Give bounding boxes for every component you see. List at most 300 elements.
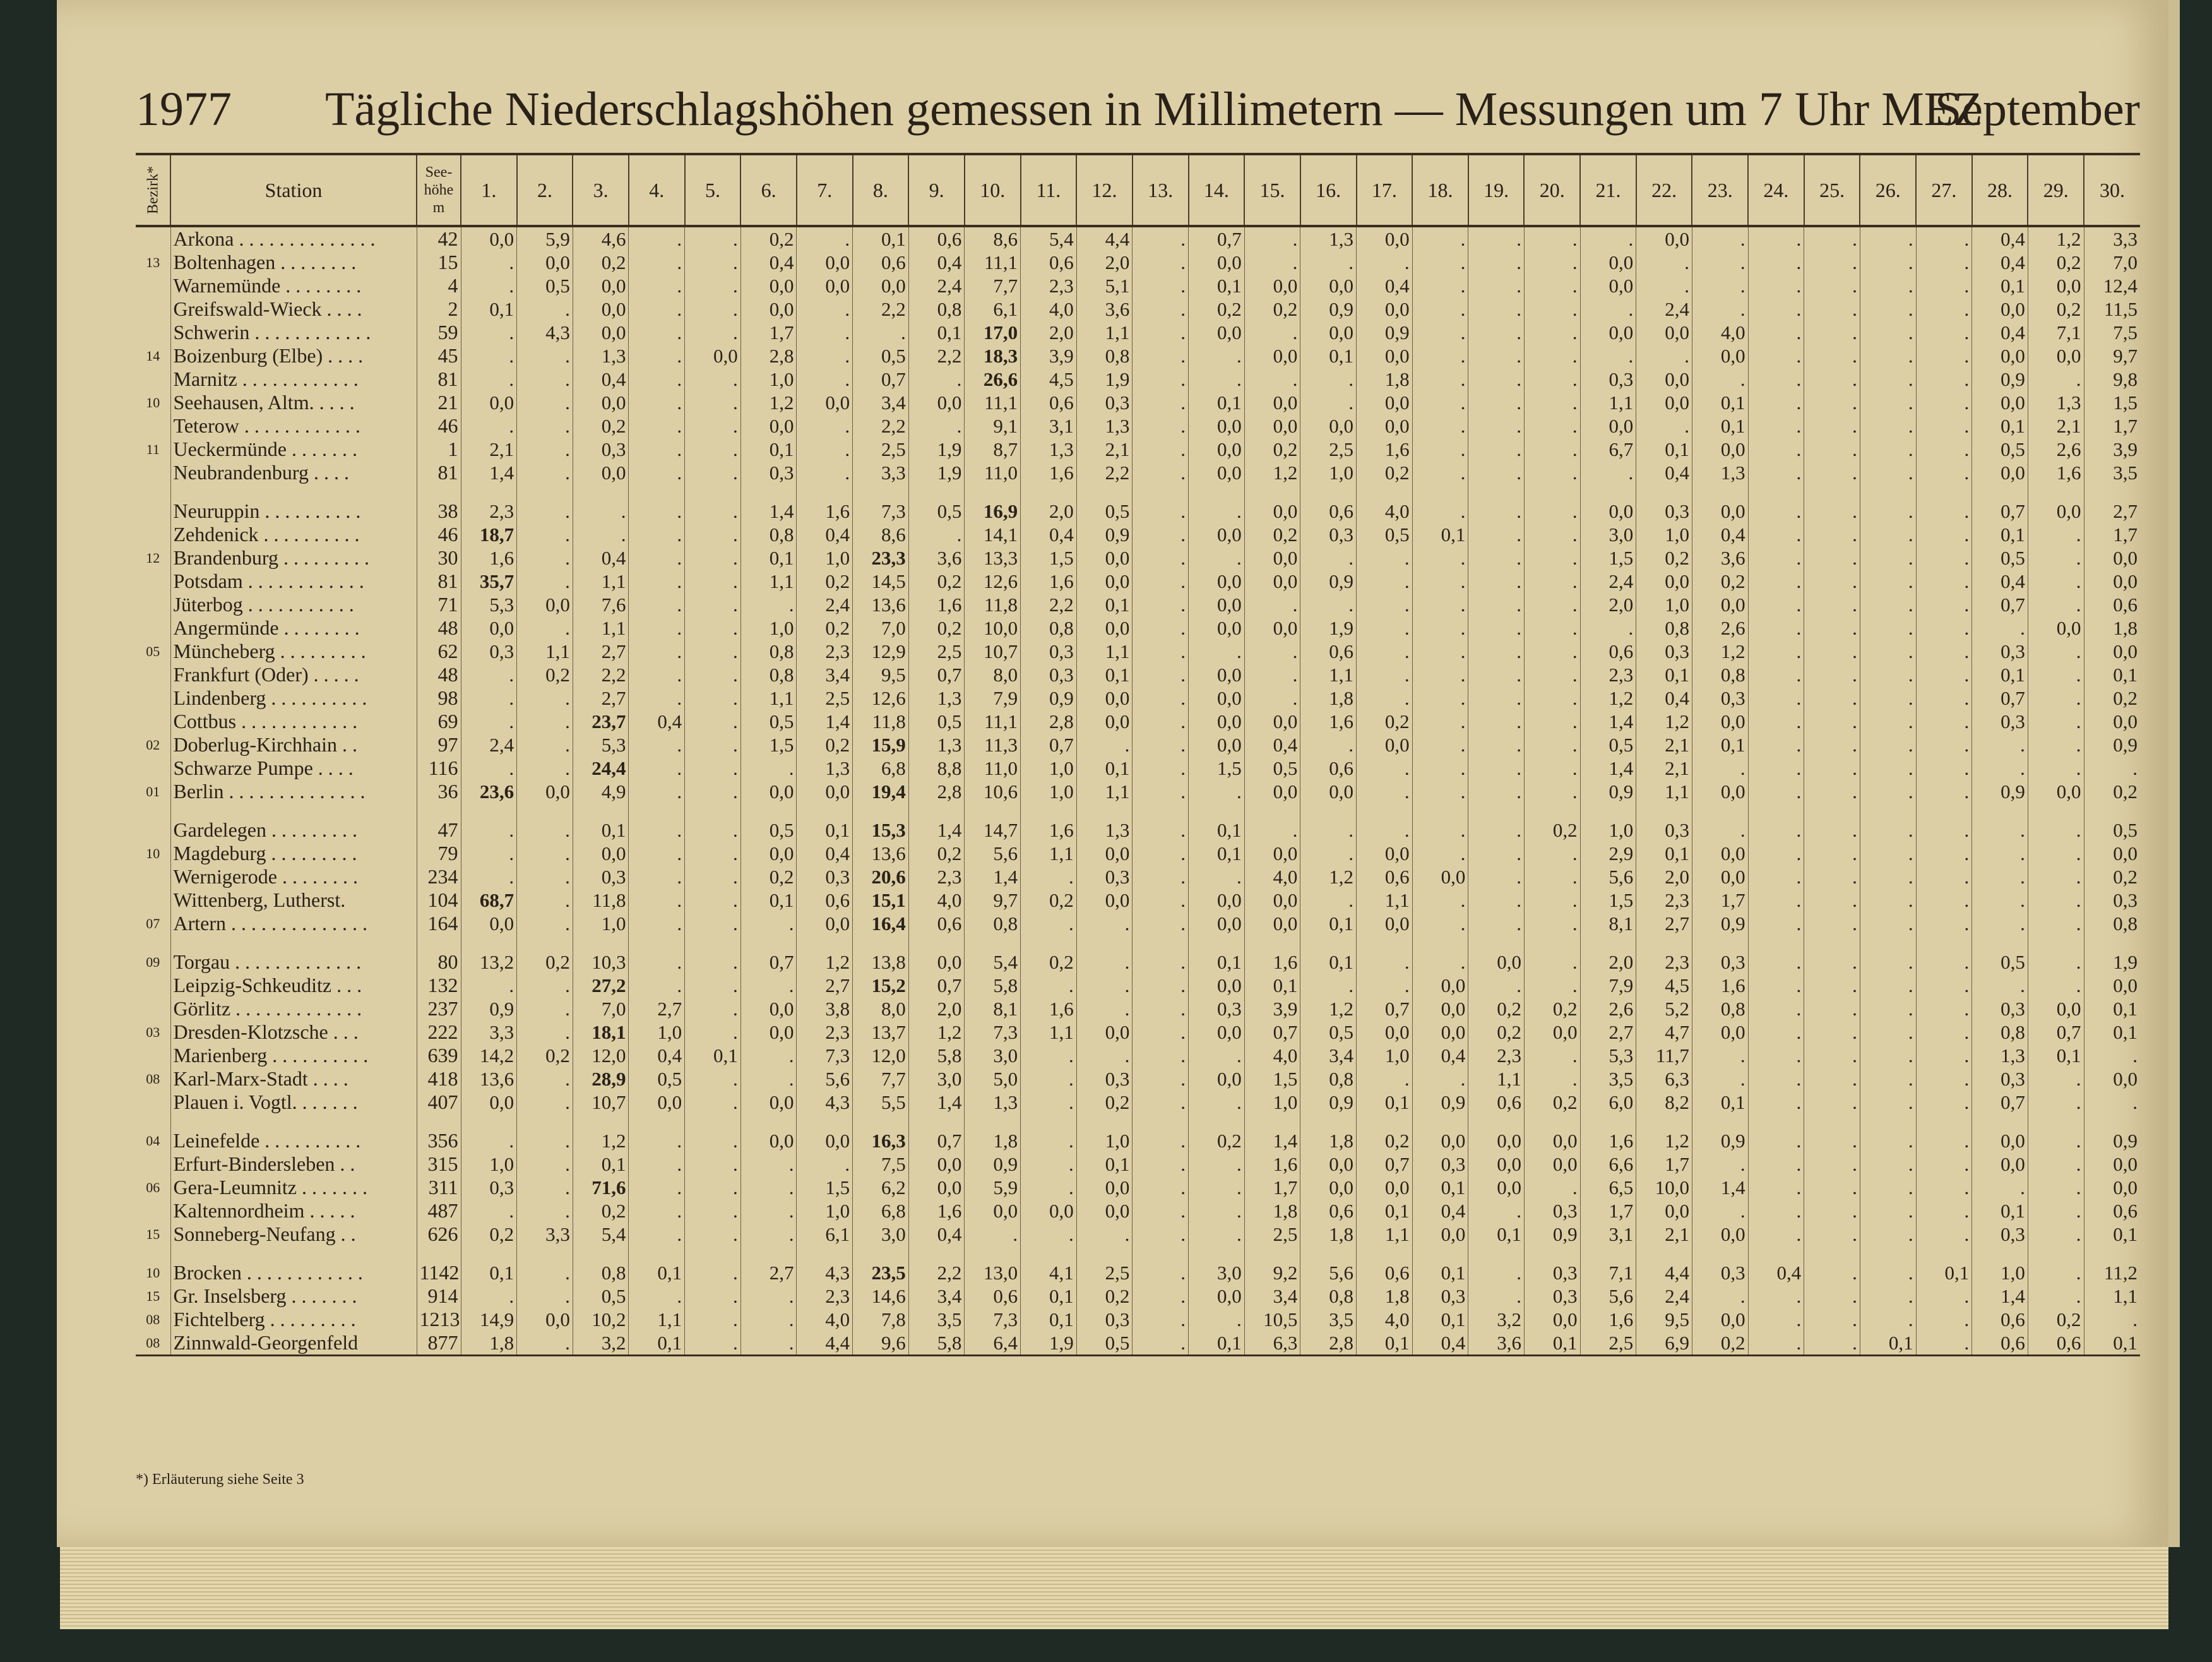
precip-cell: 0,0: [2084, 974, 2140, 997]
precip-cell: 0,3: [1972, 640, 2028, 663]
precip-cell: 0,1: [1021, 1284, 1077, 1308]
precip-cell: .: [1133, 818, 1189, 842]
precip-cell: 1,5: [2084, 391, 2140, 414]
precip-cell: .: [1748, 1284, 1804, 1308]
precip-cell: 0,0: [1244, 912, 1300, 935]
station-name: Neuruppin . . . . . . . . . .: [170, 499, 417, 523]
precip-cell: .: [2028, 912, 2084, 935]
precip-cell: 0,0: [1524, 1152, 1580, 1176]
precip-cell: 5,3: [573, 733, 629, 756]
precip-cell: 1,4: [908, 1091, 965, 1114]
precip-cell: 0,0: [740, 842, 797, 865]
precip-cell: 4,3: [797, 1091, 853, 1114]
precip-cell: 4,1: [1021, 1261, 1077, 1284]
precip-cell: 14,2: [461, 1044, 517, 1067]
precip-cell: 7,7: [965, 274, 1021, 297]
precip-cell: .: [1357, 1067, 1413, 1091]
precip-cell: 0,0: [1580, 274, 1636, 297]
precip-cell: 0,0: [1412, 1020, 1468, 1044]
precip-cell: 4,0: [1357, 1308, 1413, 1331]
precip-cell: .: [1916, 865, 1972, 888]
bezirk-cell: [136, 1091, 170, 1114]
precip-cell: .: [1804, 368, 1860, 391]
bezirk-cell: 14: [146, 348, 160, 364]
precip-cell: 0,3: [1972, 997, 2028, 1020]
elevation-cell: 97: [417, 733, 461, 756]
precip-cell: 1,6: [461, 546, 517, 570]
table-row: [136, 1284, 2140, 1308]
precip-cell: 0,6: [908, 226, 965, 251]
precip-cell: 2,3: [1636, 888, 1692, 912]
precip-cell: .: [1524, 950, 1580, 974]
precip-cell: 16,4: [853, 912, 909, 935]
precip-cell: 7,0: [2084, 251, 2140, 274]
precip-cell: 1,3: [965, 1091, 1021, 1114]
precip-cell: 0,0: [573, 297, 629, 321]
precip-cell: 11,0: [965, 756, 1021, 780]
precip-cell: .: [1860, 1261, 1916, 1284]
precip-cell: 0,2: [797, 733, 853, 756]
precip-cell: 7,3: [965, 1020, 1021, 1044]
precip-cell: 0,2: [1636, 546, 1692, 570]
elevation-cell: 234: [417, 865, 461, 888]
precip-cell: 1,2: [797, 950, 853, 974]
precip-cell: .: [1748, 1308, 1804, 1331]
table-row: [136, 1067, 2140, 1091]
precip-cell: .: [2028, 818, 2084, 842]
precip-cell: .: [1189, 1091, 1245, 1114]
precip-cell: 1,3: [1076, 414, 1133, 438]
precip-cell: .: [1300, 974, 1357, 997]
precip-cell: .: [1916, 546, 1972, 570]
precip-cell: 0,0: [1972, 297, 2028, 321]
precip-cell: 0,0: [1300, 1176, 1357, 1199]
precip-cell: .: [1468, 414, 1525, 438]
precip-cell: 0,0: [1300, 1152, 1357, 1176]
precip-cell: 1,3: [1021, 438, 1077, 461]
precip-cell: 0,2: [797, 570, 853, 593]
precip-cell: 1,0: [1300, 461, 1357, 484]
day-header: 6.: [740, 154, 797, 226]
precip-cell: .: [1468, 321, 1525, 344]
station-name: Görlitz . . . . . . . . . . . . .: [170, 997, 417, 1020]
precip-cell: .: [1133, 1284, 1189, 1308]
precip-cell: 0,3: [1412, 1284, 1468, 1308]
precip-cell: .: [1804, 1261, 1860, 1284]
precip-cell: .: [1804, 1091, 1860, 1114]
precip-cell: .: [1468, 226, 1525, 251]
bezirk-cell: 13: [146, 254, 160, 270]
precip-cell: .: [797, 321, 853, 344]
precip-cell: .: [1804, 1129, 1860, 1152]
precip-cell: 5,0: [965, 1067, 1021, 1091]
precip-cell: .: [1468, 368, 1525, 391]
table-row: [136, 274, 2140, 297]
precip-cell: .: [1189, 1044, 1245, 1067]
precip-cell: .: [1916, 997, 1972, 1020]
precip-cell: .: [1748, 1176, 1804, 1199]
precip-cell: 0,7: [1972, 1091, 2028, 1114]
precip-cell: 0,0: [461, 912, 517, 935]
precip-cell: .: [517, 523, 573, 546]
precip-cell: 0,0: [1972, 1129, 2028, 1152]
precip-cell: 0,1: [2084, 997, 2140, 1020]
precip-cell: .: [2028, 1223, 2084, 1246]
precip-cell: .: [1916, 842, 1972, 865]
precip-cell: 0,1: [740, 888, 797, 912]
bezirk-cell: 11: [146, 441, 160, 457]
precip-cell: 0,0: [1972, 344, 2028, 368]
table-row: [136, 1176, 2140, 1199]
precip-cell: 0,1: [1916, 1261, 1972, 1284]
precip-cell: 1,1: [1357, 888, 1413, 912]
precip-cell: 2,7: [1636, 912, 1692, 935]
precip-cell: 0,9: [1300, 570, 1357, 593]
precip-cell: 0,6: [1021, 251, 1077, 274]
precip-cell: 2,7: [740, 1261, 797, 1284]
precip-cell: 1,8: [1357, 1284, 1413, 1308]
precip-cell: 2,7: [2084, 499, 2140, 523]
precip-cell: 0,8: [1692, 997, 1748, 1020]
precip-cell: .: [1133, 523, 1189, 546]
day-header: 28.: [1972, 154, 2028, 226]
precip-cell: .: [1972, 888, 2028, 912]
precip-cell: 0,1: [1972, 523, 2028, 546]
precip-cell: 1,1: [1357, 1223, 1413, 1246]
precip-cell: 3,9: [2084, 438, 2140, 461]
precip-cell: .: [1300, 888, 1357, 912]
precip-cell: 4,6: [573, 226, 629, 251]
precip-cell: 1,7: [2084, 523, 2140, 546]
elevation-cell: 104: [417, 888, 461, 912]
precip-cell: 0,0: [1300, 321, 1357, 344]
table-row: [136, 663, 2140, 686]
precip-cell: .: [1300, 251, 1357, 274]
precip-cell: .: [685, 1152, 741, 1176]
precip-cell: .: [1916, 1020, 1972, 1044]
precip-cell: .: [461, 321, 517, 344]
precip-cell: 1,4: [965, 865, 1021, 888]
precip-cell: 0,5: [1300, 1020, 1357, 1044]
precip-cell: 0,3: [461, 1176, 517, 1199]
precip-cell: 0,2: [1076, 1091, 1133, 1114]
precip-cell: 2,4: [1636, 297, 1692, 321]
precip-cell: 0,0: [1692, 438, 1748, 461]
precip-cell: 12,0: [853, 1044, 909, 1067]
precip-cell: 0,0: [1524, 1129, 1580, 1152]
precip-cell: 1,5: [1189, 756, 1245, 780]
precip-cell: .: [1636, 414, 1692, 438]
precip-cell: 1,0: [740, 616, 797, 640]
table-row: [136, 733, 2140, 756]
precip-cell: .: [1524, 344, 1580, 368]
precip-cell: .: [517, 842, 573, 865]
precip-cell: 0,4: [629, 1044, 685, 1067]
precip-cell: .: [1804, 1176, 1860, 1199]
precip-cell: 2,3: [797, 640, 853, 663]
precip-cell: 0,4: [1636, 461, 1692, 484]
precip-cell: .: [1804, 461, 1860, 484]
precip-cell: .: [1524, 274, 1580, 297]
precip-cell: .: [1580, 297, 1636, 321]
precip-cell: .: [1357, 974, 1413, 997]
precip-cell: .: [517, 1067, 573, 1091]
precip-cell: .: [1133, 1199, 1189, 1223]
precip-cell: 0,0: [965, 1199, 1021, 1223]
precip-cell: .: [1244, 818, 1300, 842]
precip-cell: .: [1804, 733, 1860, 756]
elevation-cell: 81: [417, 368, 461, 391]
precip-cell: .: [2028, 1176, 2084, 1199]
precip-cell: 0,0: [1076, 710, 1133, 733]
precip-cell: 0,0: [573, 391, 629, 414]
table-row: [136, 1331, 2140, 1356]
precip-cell: 0,1: [1412, 1176, 1468, 1199]
precip-cell: .: [1692, 251, 1748, 274]
precip-cell: .: [629, 1176, 685, 1199]
precip-cell: 11,1: [965, 251, 1021, 274]
precip-cell: 0,0: [1076, 686, 1133, 710]
precip-cell: 0,0: [1189, 438, 1245, 461]
precip-cell: 0,0: [1189, 888, 1245, 912]
precip-cell: 0,0: [1692, 344, 1748, 368]
elevation-cell: 48: [417, 616, 461, 640]
precip-cell: .: [461, 274, 517, 297]
precip-cell: .: [1748, 756, 1804, 780]
precip-cell: .: [1133, 1331, 1189, 1356]
precip-cell: .: [1804, 274, 1860, 297]
precip-cell: .: [1412, 438, 1468, 461]
precip-cell: 0,0: [2084, 1067, 2140, 1091]
precip-cell: .: [797, 226, 853, 251]
elevation-cell: 132: [417, 974, 461, 997]
precip-cell: 2,7: [573, 640, 629, 663]
precip-cell: 0,0: [1189, 1020, 1245, 1044]
precip-cell: .: [629, 912, 685, 935]
station-name: Plauen i. Vogtl. . . . . . .: [170, 1091, 417, 1114]
precip-cell: 18,1: [573, 1020, 629, 1044]
precip-cell: .: [1860, 686, 1916, 710]
bezirk-cell: [136, 414, 170, 438]
precip-cell: 0,5: [908, 499, 965, 523]
precip-cell: .: [517, 1091, 573, 1114]
precip-cell: 1,6: [797, 499, 853, 523]
precip-cell: 0,1: [2084, 1331, 2140, 1356]
precip-cell: .: [629, 1129, 685, 1152]
precip-cell: .: [1468, 1261, 1525, 1284]
precip-cell: 0,3: [1692, 686, 1748, 710]
precip-cell: 6,6: [1580, 1152, 1636, 1176]
precip-cell: .: [1412, 570, 1468, 593]
elevation-cell: 222: [417, 1020, 461, 1044]
station-name: Magdeburg . . . . . . . . .: [170, 842, 417, 865]
precip-cell: .: [1412, 710, 1468, 733]
elevation-cell: 116: [417, 756, 461, 780]
precip-cell: .: [1748, 640, 1804, 663]
precip-cell: 0,3: [740, 461, 797, 484]
precip-cell: 0,1: [573, 818, 629, 842]
precip-cell: .: [1972, 1176, 2028, 1199]
station-name: Frankfurt (Oder) . . . . .: [170, 663, 417, 686]
group-separator: [136, 935, 2140, 950]
precip-cell: .: [1916, 1308, 1972, 1331]
bezirk-cell: [136, 461, 170, 484]
precip-cell: 1,9: [2084, 950, 2140, 974]
precip-cell: .: [685, 297, 741, 321]
precip-cell: .: [685, 1091, 741, 1114]
precip-cell: 0,0: [1189, 593, 1245, 616]
precip-cell: .: [1748, 297, 1804, 321]
precip-cell: 1,7: [1636, 1152, 1692, 1176]
precip-cell: .: [740, 1331, 797, 1356]
precip-cell: 0,7: [1189, 226, 1245, 251]
table-row: [136, 251, 2140, 274]
table-row: [136, 226, 2140, 251]
precip-cell: .: [685, 414, 741, 438]
precip-cell: .: [685, 226, 741, 251]
precip-cell: 0,2: [908, 616, 965, 640]
precip-cell: 3,8: [797, 997, 853, 1020]
precip-cell: .: [517, 461, 573, 484]
precip-cell: .: [1916, 1091, 1972, 1114]
precip-cell: .: [1804, 593, 1860, 616]
precip-cell: 0,2: [1357, 461, 1413, 484]
precip-cell: 0,1: [853, 226, 909, 251]
precip-cell: 0,3: [1021, 640, 1077, 663]
precip-cell: 0,3: [1972, 710, 2028, 733]
precip-cell: 3,4: [1300, 1044, 1357, 1067]
month-label: September: [1934, 83, 2140, 136]
precip-cell: 0,7: [1244, 1020, 1300, 1044]
precip-cell: 1,0: [740, 368, 797, 391]
precip-cell: 1,4: [1580, 756, 1636, 780]
precip-cell: .: [1412, 499, 1468, 523]
precip-cell: 4,0: [908, 888, 965, 912]
precip-cell: .: [1916, 912, 1972, 935]
precip-cell: 0,7: [908, 1129, 965, 1152]
precip-cell: 0,7: [908, 974, 965, 997]
precip-cell: .: [1860, 663, 1916, 686]
station-name: Leinefelde . . . . . . . . . .: [170, 1129, 417, 1152]
precip-cell: 0,3: [1636, 499, 1692, 523]
precip-cell: .: [461, 1284, 517, 1308]
precip-cell: 0,0: [1357, 344, 1413, 368]
elevation-cell: 418: [417, 1067, 461, 1091]
precip-cell: .: [1636, 251, 1692, 274]
precip-cell: .: [1804, 974, 1860, 997]
precip-cell: 0,3: [1524, 1261, 1580, 1284]
precip-cell: 3,6: [1692, 546, 1748, 570]
precip-cell: .: [1860, 780, 1916, 803]
precip-cell: 0,0: [685, 344, 741, 368]
precip-cell: 0,1: [1076, 756, 1133, 780]
station-name: Jüterbog . . . . . . . . . . .: [170, 593, 417, 616]
precip-cell: .: [1412, 414, 1468, 438]
precip-cell: 0,1: [2084, 1223, 2140, 1246]
elevation-cell: 71: [417, 593, 461, 616]
precip-cell: 0,0: [1076, 546, 1133, 570]
precip-cell: .: [1189, 546, 1245, 570]
precip-cell: 14,9: [461, 1308, 517, 1331]
precip-cell: .: [1916, 570, 1972, 593]
precip-cell: 1,6: [2028, 461, 2084, 484]
precip-cell: 0,3: [1692, 950, 1748, 974]
precip-cell: 8,1: [1580, 912, 1636, 935]
precip-cell: 0,3: [1636, 640, 1692, 663]
precip-cell: 24,4: [573, 756, 629, 780]
precip-cell: 1,0: [1972, 1261, 2028, 1284]
precip-cell: .: [1860, 1067, 1916, 1091]
elevation-cell: 164: [417, 912, 461, 935]
precip-cell: .: [1692, 226, 1748, 251]
precip-cell: .: [1860, 391, 1916, 414]
precip-cell: .: [1468, 251, 1525, 274]
precip-cell: .: [1804, 1308, 1860, 1331]
precip-cell: .: [629, 974, 685, 997]
precip-cell: 0,5: [1972, 950, 2028, 974]
precip-cell: .: [629, 888, 685, 912]
footnote: *) Erläuterung siehe Seite 3: [136, 1471, 304, 1488]
precip-cell: .: [1133, 368, 1189, 391]
precip-cell: .: [1524, 780, 1580, 803]
precip-cell: 6,5: [1580, 1176, 1636, 1199]
precip-cell: 0,3: [1076, 865, 1133, 888]
precip-cell: 0,0: [1636, 391, 1692, 414]
table-row: [136, 391, 2140, 414]
precip-cell: 0,0: [1244, 888, 1300, 912]
precip-cell: 1,0: [1357, 1044, 1413, 1067]
precip-cell: 5,8: [908, 1331, 965, 1356]
precip-cell: .: [1804, 1199, 1860, 1223]
precip-cell: .: [1860, 593, 1916, 616]
precip-cell: 5,5: [853, 1091, 909, 1114]
precip-cell: 35,7: [461, 570, 517, 593]
precip-cell: 0,3: [1580, 368, 1636, 391]
precip-cell: 9,5: [853, 663, 909, 686]
precip-cell: .: [1468, 1199, 1525, 1223]
precip-cell: 0,1: [1189, 818, 1245, 842]
precip-cell: 2,3: [1636, 950, 1692, 974]
precip-cell: .: [1468, 438, 1525, 461]
precip-cell: 5,6: [797, 1067, 853, 1091]
table-row: [136, 780, 2140, 803]
precip-cell: .: [1860, 888, 1916, 912]
precip-cell: .: [1468, 546, 1525, 570]
station-name: Seehausen, Altm. . . . .: [170, 391, 417, 414]
precip-cell: .: [517, 1152, 573, 1176]
precip-cell: .: [685, 1176, 741, 1199]
precip-cell: .: [1916, 593, 1972, 616]
precip-cell: .: [853, 321, 909, 344]
precip-cell: 1,6: [908, 593, 965, 616]
precip-cell: .: [1916, 663, 1972, 686]
precip-cell: 0,0: [1580, 251, 1636, 274]
precip-cell: 1,8: [461, 1331, 517, 1356]
precip-cell: .: [740, 912, 797, 935]
precip-cell: .: [1133, 1261, 1189, 1284]
precip-cell: .: [1748, 523, 1804, 546]
precip-cell: .: [797, 297, 853, 321]
precip-cell: .: [685, 1223, 741, 1246]
precip-cell: 6,8: [853, 1199, 909, 1223]
precip-cell: .: [1860, 865, 1916, 888]
precip-cell: 7,0: [573, 997, 629, 1020]
precip-cell: .: [1804, 226, 1860, 251]
precip-cell: .: [2028, 593, 2084, 616]
elevation-cell: 38: [417, 499, 461, 523]
precip-cell: 1,0: [629, 1020, 685, 1044]
precip-cell: .: [1916, 640, 1972, 663]
